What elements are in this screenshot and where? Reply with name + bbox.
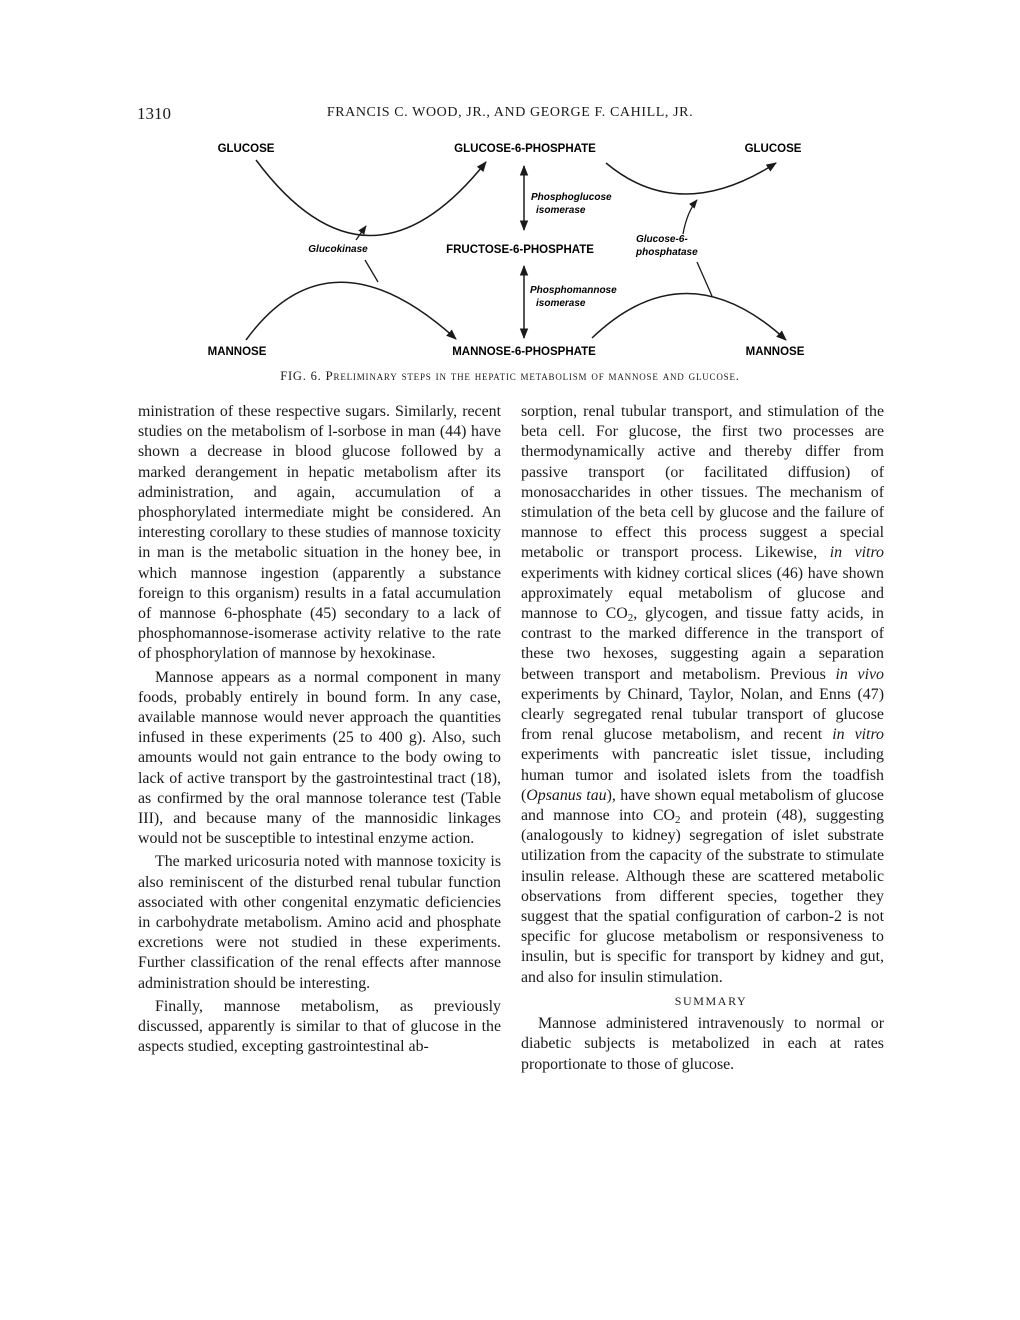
text-run: and protein (48), suggesting (analogously to kidney) segregation of islet substrate utilization from the capacity of the substrate to stimulate insulin release. Although these are scattered metabolic observations from different species, together they suggest that the spatial configuration of carbon-2 is not specific for glucose metabolism or responsiveness to insulin, but is specific for transport by kidney and gut, and also for insulin stimulation. [521, 807, 884, 986]
text-run: experiments with pancreatic islet tissue, including human tumor and isolated islets from the toadfish ( [521, 746, 884, 804]
running-head: FRANCIS C. WOOD, JR., AND GEORGE F. CAHILL, JR. [326, 105, 694, 120]
figure-caption-label: FIG. 6. [280, 369, 322, 383]
arc-mannose-to-m6p [246, 282, 456, 340]
right-paragraph-1 [521, 402, 884, 988]
enzyme-glucokinase: Glucokinase [308, 244, 368, 255]
text-run: sorption, renal tubular transport, and stimulation of the beta cell. For glucose, the first two processes are thermodynamically active and thereby differ from passive transport (or facilitated diffusion) of monosaccharides in other tissues. The mechanism of stimulation of the beta cell by glucose and the failure of mannose to effect this process suggest a special metabolic or transport process. Likewise, [521, 403, 884, 562]
text-run: , glycogen, and tissue fatty acids, in contrast to the marked difference in the transport of these two hexoses, suggesting again a separation between transport and metabolism. Previous [521, 605, 884, 683]
enzyme-phosphoglucose-isomerase-line2: isomerase [536, 205, 586, 216]
label-glucose-left: GLUCOSE [217, 143, 275, 155]
italic-in-vitro: in vitro [832, 726, 884, 744]
enzyme-glucose-6-phosphatase-line1: Glucose-6- [636, 234, 688, 245]
pointer-phosphatase-lower [697, 262, 712, 296]
label-mannose-left: MANNOSE [207, 346, 267, 358]
enzyme-phosphomannose-isomerase-line2: isomerase [536, 298, 586, 309]
pathway-diagram [0, 0, 1020, 370]
left-paragraph-1: ministration of these respective sugars. Similarly, recent studies on the metabolism of l-sorbose in man (44) have shown a decrease in blood glucose followed by a marked derangement in hepatic metabolism after its administration, and again, accumulation of a phosphorylated intermediate might be considered. An interesting corollary to these studies of mannose toxicity in man is the metabolic situation in the honey bee, in which mannose ingestion (apparently a substance foreign to this organism) results in a fatal accumulation of mannose 6-phosphate (45) secondary to a lack of phosphomannose-isomerase activity relative to the rate of phosphorylation of mannose by hexokinase. [138, 403, 501, 663]
figure-caption [0, 368, 1020, 384]
subscript: 2 [675, 814, 681, 827]
summary-paragraph-1: Mannose administered intravenously to normal or diabetic subjects is metabolized in each at rates proportionate to those of glucose. [521, 1015, 884, 1073]
text-run: experiments with kidney cortical slices (46) have shown approximately equal metabolism of glucose and mannose to CO [521, 564, 884, 623]
italic-in-vivo: in vivo [835, 665, 884, 683]
pointer-glucokinase-lower [365, 260, 378, 282]
enzyme-phosphomannose-isomerase-line1: Phosphomannose [530, 285, 617, 296]
arc-g6p-to-glucose [606, 163, 776, 194]
enzyme-glucose-6-phosphatase-line2: phosphatase [636, 247, 698, 258]
label-mannose-right: MANNOSE [745, 346, 805, 358]
left-paragraph-2: Mannose appears as a normal component in many foods, probably entirely in bound form. In any case, available mannose would never approach the quantities infused in these experiments (25 to 400 g). Also, such amounts would not gain entrance to the body owing to lack of active transport by the gastrointestinal tract (18), as confirmed by the oral mannose tolerance test (Table III), and because many of the mannosidic linkages would not be susceptible to intestinal enzyme action. [138, 668, 501, 848]
italic-species-name: Opsanus tau [526, 786, 607, 804]
text-run: experiments by Chinard, Taylor, Nolan, and Enns (47) clearly segregated renal tubular transport of glucose from renal glucose metabolism, and recent [521, 685, 884, 744]
left-paragraph-4: Finally, mannose metabolism, as previously discussed, apparently is similar to that of glucose in the aspects studied, excepting gastrointestinal ab- [138, 997, 501, 1056]
label-glucose-right: GLUCOSE [744, 143, 802, 155]
page-number: 1310 [137, 104, 171, 123]
arc-m6p-to-mannose [592, 293, 786, 340]
summary-heading: SUMMARY [674, 993, 748, 1008]
text-run: ), have shown equal metabolism of glucose and mannose into CO [521, 786, 884, 825]
italic-in-vitro: in vitro [829, 544, 884, 562]
enzyme-phosphoglucose-isomerase-line1: Phosphoglucose [531, 192, 612, 203]
right-column [521, 402, 884, 1075]
label-fructose-6-phosphate: FRUCTOSE-6-PHOSPHATE [446, 244, 594, 256]
subscript: 2 [627, 612, 634, 625]
label-glucose-6-phosphate: GLUCOSE-6-PHOSPHATE [454, 143, 596, 155]
left-paragraph-3: The marked uricosuria noted with mannose toxicity is also reminiscent of the disturbed renal tubular function associated with other congenital enzymatic deficiencies in carbohydrate metabolism. Amino acid and phosphate excretions were not studied in these experiments. Further classification of the renal effects after mannose administration should be interesting. [138, 853, 501, 992]
pointer-glucokinase-upper [356, 226, 366, 240]
left-column [138, 402, 501, 1058]
label-mannose-6-phosphate: MANNOSE-6-PHOSPHATE [452, 346, 596, 358]
figure-caption-text: Preliminary steps in the hepatic metabolism of mannose and glucose. [325, 368, 740, 383]
arc-glucose-to-g6p [256, 160, 486, 236]
pointer-phosphatase-upper [683, 200, 697, 234]
